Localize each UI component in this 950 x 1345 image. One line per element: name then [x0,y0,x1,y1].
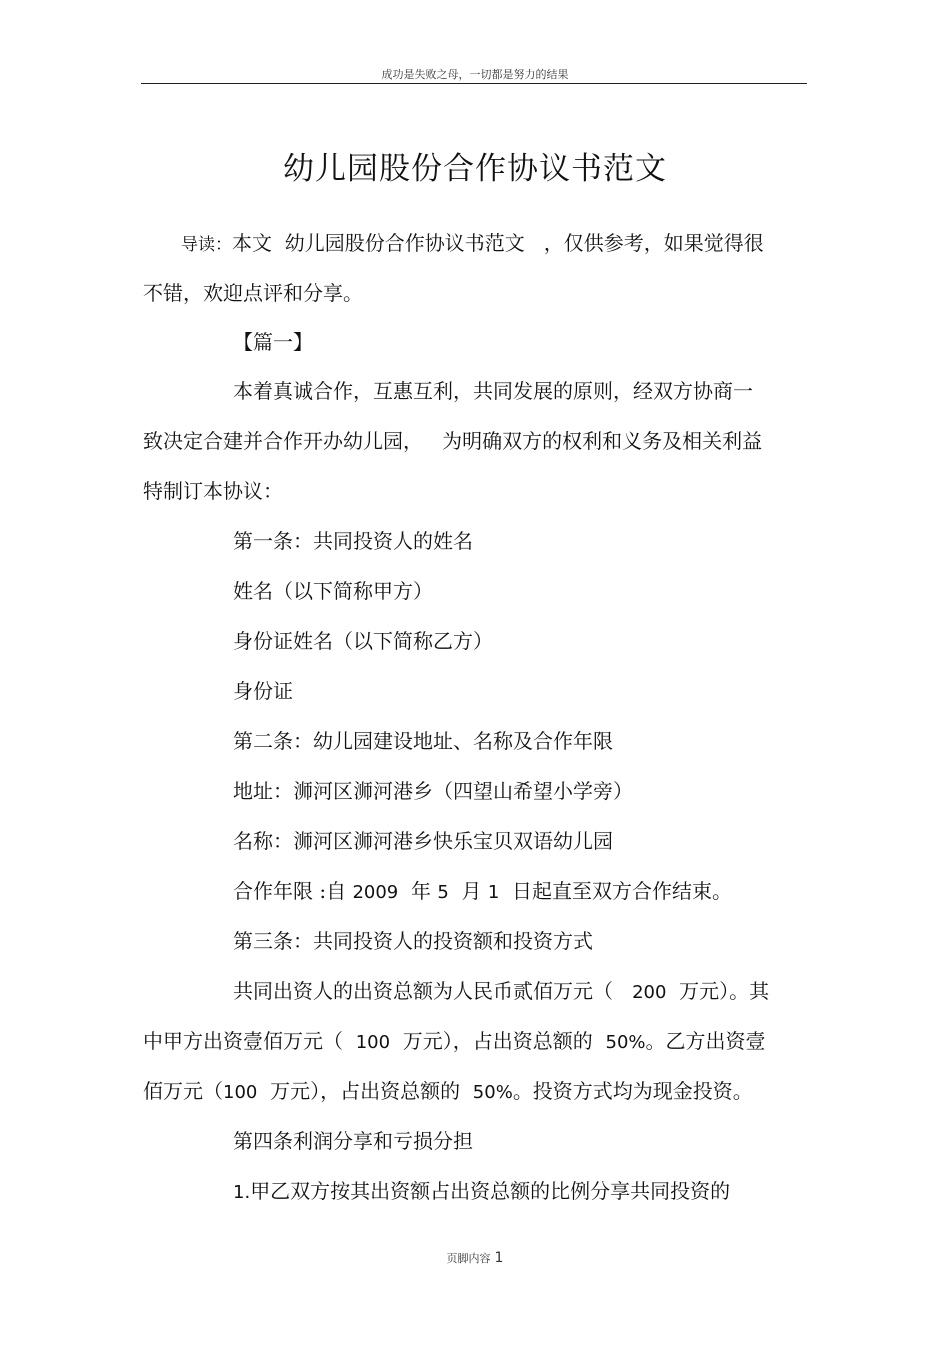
intro-label: 导读： [181,235,232,255]
paragraph-1-line-3: 特制订本协议： [143,479,283,503]
investment-text-1a: 共同出资人的出资总额为人民币贰佰万元（ [233,979,633,1003]
intro-text-1: 本文 幼儿园股份合作协议书范文 ，仅供参考，如果觉得很 [232,231,764,255]
article-1-heading: 第一条：共同投资人的姓名 [233,529,473,553]
investment-text-1b: 万元）。其 [666,979,770,1003]
item-number: 1. [233,1182,251,1203]
term-day: 1 [487,882,500,903]
investment-line-3 [143,1078,753,1106]
article-4-heading: 第四条利润分享和亏损分担 [233,1129,473,1153]
intro-line-1 [181,230,764,258]
investment-text-2b: 万元），占出资总额的 [390,1029,606,1053]
section-heading: 【篇一】 [233,330,313,354]
term-text-c: 月 [448,879,488,903]
investment-line-2 [143,1028,766,1056]
paragraph-1-line-1: 本着真诚合作，互惠互利，共同发展的原则，经双方协商一 [233,379,753,403]
item-text: 甲乙双方按其出资额占出资总额的比例分享共同投资的 [250,1179,731,1203]
page-number: 1 [494,1250,504,1266]
party-a-percent: 50% [605,1032,646,1053]
party-a-amount: 100 [355,1032,391,1053]
id-card-line: 身份证 [233,679,293,703]
term-text-b: 年 [398,879,438,903]
intro-line-2: 不错，欢迎点评和分享。 [143,281,363,305]
kindergarten-name-line: 名称：浉河区浉河港乡快乐宝贝双语幼儿园 [233,829,613,853]
term-text-d: 日起直至双方合作结束。 [499,879,733,903]
address-line: 地址：浉河区浉河港乡（四望山希望小学旁） [233,779,633,803]
term-month: 5 [437,882,449,903]
investment-text-2c: 。乙方出资壹 [645,1029,766,1053]
footer-label: 页脚内容 [446,1252,491,1265]
total-investment-amount: 200 [632,982,667,1003]
page-header: 成功是失败之母，一切都是努力的结果 [381,68,569,81]
party-b-amount: 100 [223,1082,258,1103]
article-3-heading: 第三条：共同投资人的投资额和投资方式 [233,929,593,953]
cooperation-term-line [233,878,732,906]
party-a-name: 姓名（以下简称甲方） [233,579,433,603]
paragraph-1-line-2: 致决定合建并合作开办幼儿园， 为明确双方的权利和义务及相关利益 [143,429,763,453]
investment-text-3a: 佰万元（ [143,1079,223,1103]
term-text-a: 合作年限 :自 [233,879,353,903]
investment-text-2a: 中甲方出资壹佰万元（ [143,1029,356,1053]
page-footer [0,1250,950,1266]
party-b-percent: 50% [472,1082,513,1103]
party-b-name: 身份证姓名（以下简称乙方） [233,629,493,653]
investment-line-1 [233,978,769,1006]
article-4-item-1 [233,1178,730,1206]
term-year: 2009 [352,882,399,903]
article-2-heading: 第二条：幼儿园建设地址、名称及合作年限 [233,729,613,753]
investment-text-3c: 。投资方式均为现金投资。 [512,1079,753,1103]
header-divider [141,83,807,84]
document-title: 幼儿园股份合作协议书范文 [283,151,667,187]
investment-text-3b: 万元），占出资总额的 [257,1079,473,1103]
